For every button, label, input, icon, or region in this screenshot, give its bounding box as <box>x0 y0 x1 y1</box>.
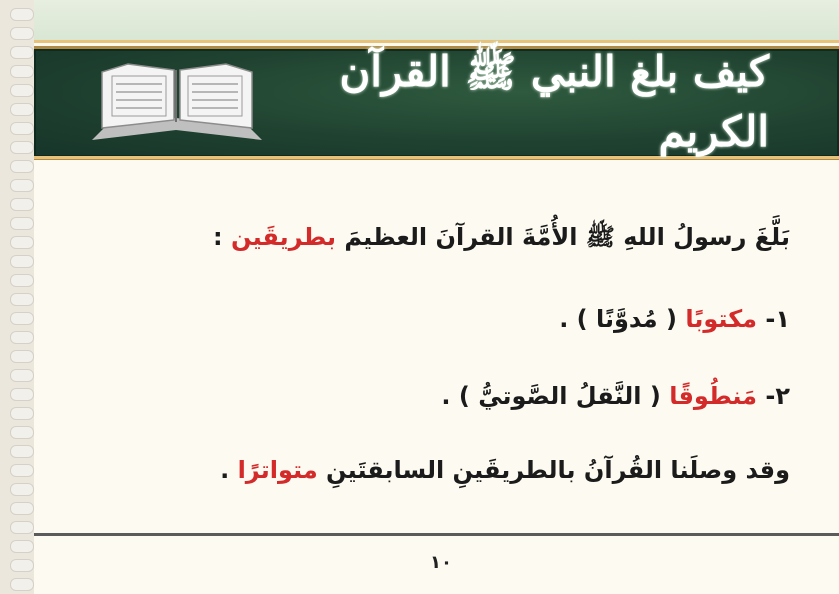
binder-hole <box>10 46 34 59</box>
method-1-line <box>60 305 790 333</box>
binder-hole <box>10 141 34 154</box>
binder-hole <box>10 559 34 572</box>
conclusion-text: وقد وصلَنا القُرآنُ بالطريقَينِ السابقتَينِ <box>317 456 790 484</box>
binder-hole <box>10 426 34 439</box>
binder-hole <box>10 445 34 458</box>
top-decorative-band <box>34 0 839 42</box>
open-quran-book-icon <box>88 60 266 144</box>
binder-hole <box>10 502 34 515</box>
page-title: كيف بلغ النبي ﷺ القرآن الكريم <box>339 47 769 156</box>
binder-hole <box>10 179 34 192</box>
binder-hole <box>10 122 34 135</box>
intro-line-suffix: : <box>213 223 231 251</box>
binder-hole <box>10 312 34 325</box>
intro-line <box>60 222 790 257</box>
conclusion-highlight: متواترًا <box>237 456 318 484</box>
conclusion-suffix: . <box>220 456 238 484</box>
method-1-text: ( مُدوَّنًا ) . <box>559 305 686 333</box>
binder-hole <box>10 27 34 40</box>
intro-line-text: بَلَّغَ رسولُ اللهِ ﷺ الأُمَّةَ القرآنَ العظيمَ <box>335 223 790 251</box>
method-2-line <box>60 382 790 410</box>
method-2-highlight: مَنطُوقًا <box>669 382 758 410</box>
binder-hole <box>10 255 34 268</box>
banner-bottom-rule <box>34 156 839 159</box>
binder-hole <box>10 350 34 363</box>
footer-rule <box>34 533 839 536</box>
binder-hole <box>10 103 34 116</box>
binder-holes <box>0 0 34 594</box>
binder-hole <box>10 217 34 230</box>
binder-hole <box>10 160 34 173</box>
banner-top-rule <box>34 40 839 43</box>
binder-hole <box>10 198 34 211</box>
binder-hole <box>10 483 34 496</box>
binder-hole <box>10 293 34 306</box>
binder-hole <box>10 369 34 382</box>
binder-hole <box>10 274 34 287</box>
binder-hole <box>10 540 34 553</box>
page-number: ١٠ <box>430 552 452 573</box>
binder-hole <box>10 521 34 534</box>
method-1-number: ١- <box>757 305 790 333</box>
conclusion-line <box>60 456 790 484</box>
method-2-text: ( النَّقلُ الصَّوتيُّ ) . <box>441 382 670 410</box>
binder-hole <box>10 65 34 78</box>
binder-hole <box>10 578 34 591</box>
binder-hole <box>10 8 34 21</box>
binder-hole <box>10 407 34 420</box>
binder-hole <box>10 236 34 249</box>
binder-hole <box>10 331 34 344</box>
binder-hole <box>10 84 34 97</box>
method-1-highlight: مكتوبًا <box>685 305 758 333</box>
binder-hole <box>10 388 34 401</box>
method-2-number: ٢- <box>757 382 790 410</box>
binder-hole <box>10 464 34 477</box>
intro-line-highlight: بطريقَين <box>230 223 336 251</box>
